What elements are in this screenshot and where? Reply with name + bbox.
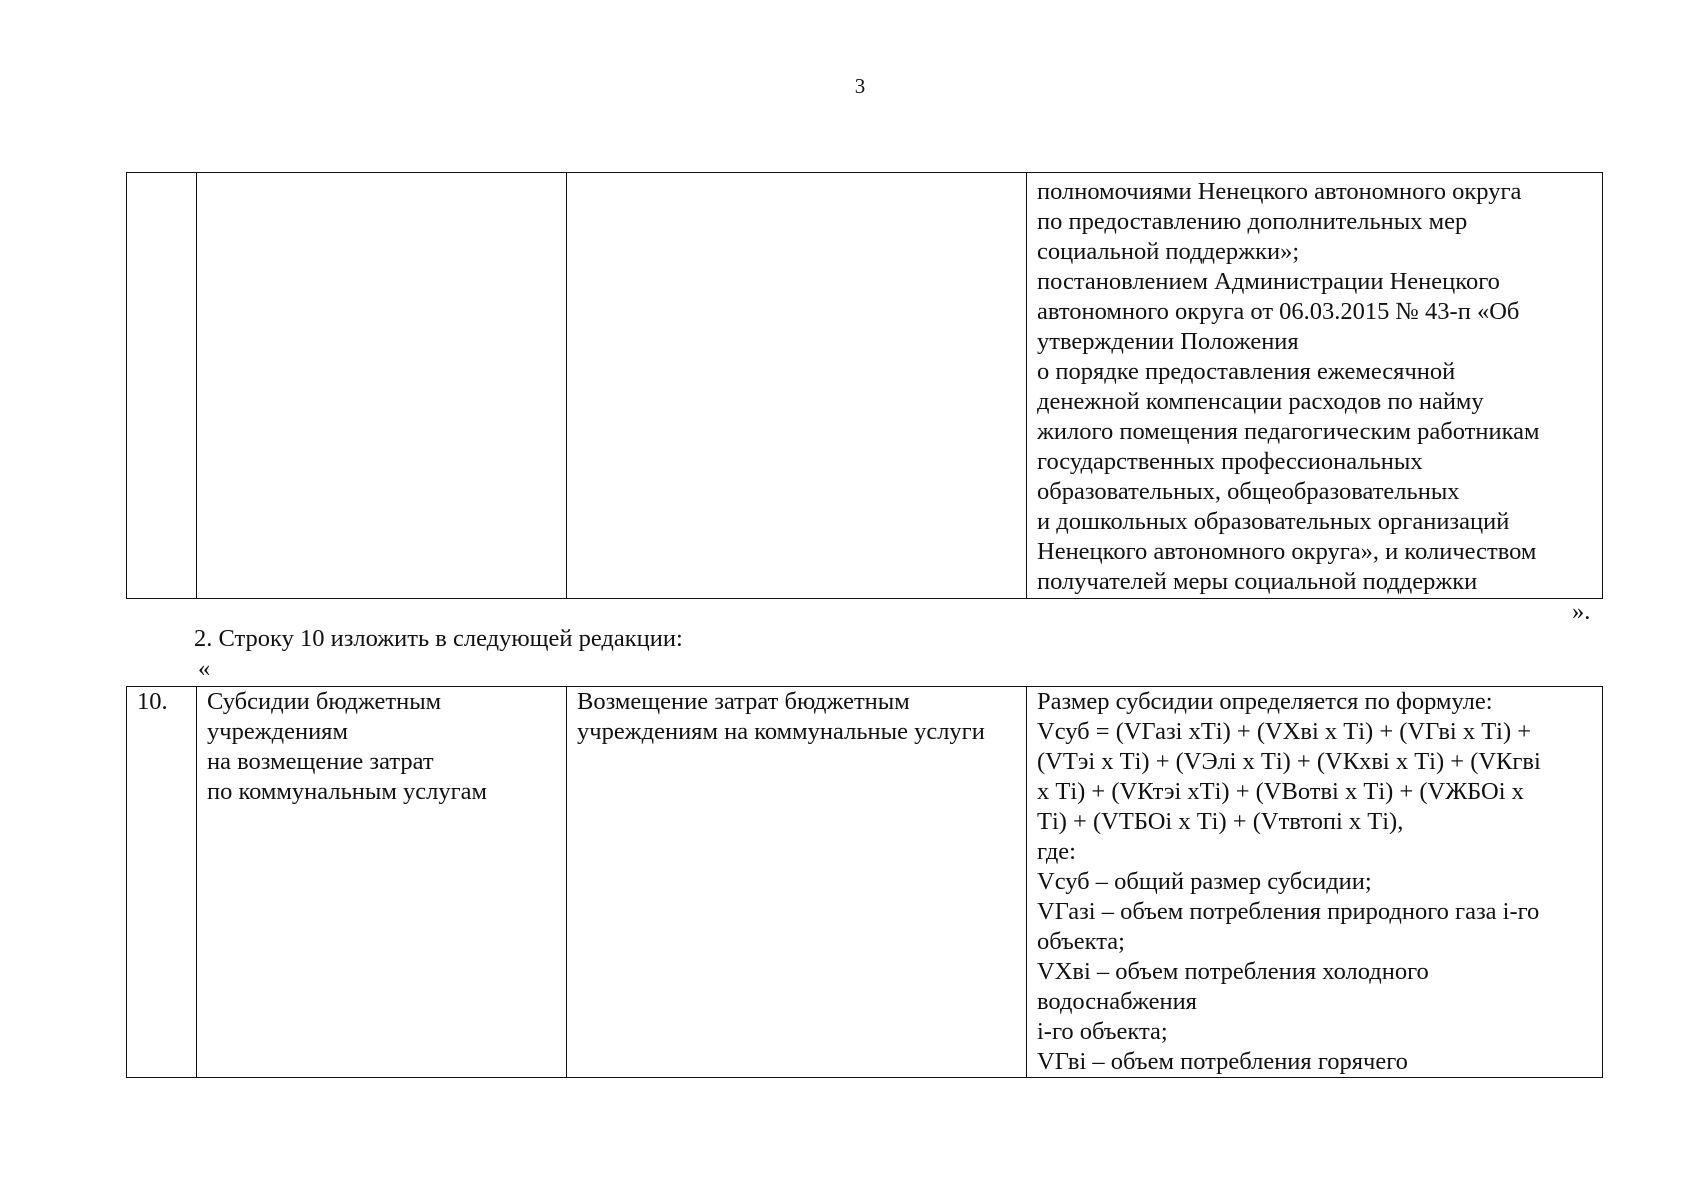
calculation-rule-cell: Размер субсидии определяется по формуле: Vсуб = (VГазі хТі) + (VХві х Ті) + (VГві х Ті) + (VТэі х Ті) + (VЭлі х Ті) + (VКхві х Ті) + (VКгві х Ті) + (VКтэі хТі) + (VВотві х Ті) + (VЖБОі х Ті) + (VТБОі х Ті) + (Vтвтопі х Ті), где: Vсуб – общий размер субсидии; VГазі – объем потребления природного газа і-го объекта; VХві – объем потребления холодного водоснабжения і-го объекта; VГві – объем потребления горячего (1027, 687, 1603, 1078)
row-10-table (126, 686, 1603, 1078)
row-number-cell (127, 173, 197, 599)
opening-quote: « (198, 655, 211, 682)
purpose-cell (567, 173, 1027, 599)
continued-table (126, 172, 1603, 599)
calculation-rule-cell: полномочиями Ненецкого автономного округа по предоставлению дополнительных мер социальной поддержки»; постановлением Администрации Ненецкого автономного округа от 06.03.2015 № 43-п «Об утверждении Положения о порядке предоставления ежемесячной денежной компенсации расходов по найму жилого помещения педагогическим работникам государственных профессиональных образовательных, общеобразовательных и дошкольных образовательных организаций Ненецкого автономного округа», и количеством получателей меры социальной поддержки (1027, 173, 1603, 599)
amendment-instruction: 2. Строку 10 изложить в следующей редакции: (194, 625, 683, 652)
closing-quote: ». (1572, 598, 1591, 625)
table-row (127, 173, 1603, 599)
row-number-cell: 10. (127, 687, 197, 1078)
page-number: 3 (854, 74, 866, 98)
subsidy-name-cell (197, 173, 567, 599)
purpose-cell: Возмещение затрат бюджетным учреждениям на коммунальные услуги (567, 687, 1027, 1078)
table-row (127, 687, 1603, 1078)
subsidy-name-cell: Субсидии бюджетным учреждениям на возмещение затрат по коммунальным услугам (197, 687, 567, 1078)
